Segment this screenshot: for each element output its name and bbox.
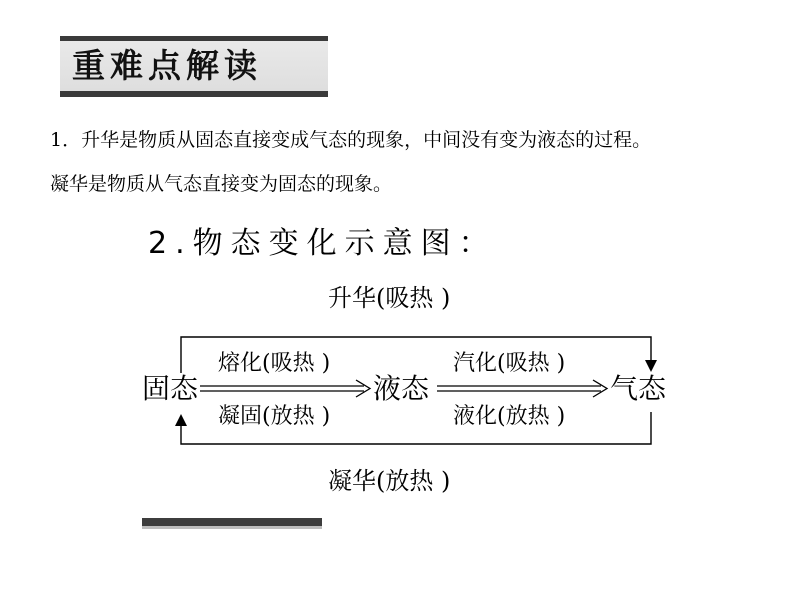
label-freezing: 凝固(放热 ) <box>218 404 331 429</box>
label-melting: 熔化(吸热 ) <box>218 351 331 376</box>
diagram-title: 2.物态变化示意图： <box>148 226 497 261</box>
paragraph-line-2: 凝华是物质从气态直接变为固态的现象。 <box>50 173 393 195</box>
deposition-arrowhead <box>175 414 187 426</box>
sublimation-arrowhead <box>645 360 657 372</box>
label-condensation: 液化(放热 ) <box>453 404 566 429</box>
state-solid: 固态 <box>142 372 199 405</box>
state-gas: 气态 <box>610 372 667 405</box>
section-title: 重难点解读 <box>72 46 262 85</box>
state-liquid: 液态 <box>373 372 430 405</box>
bottom-divider-shadow <box>142 526 322 529</box>
label-sublimation: 升华(吸热 ) <box>328 284 451 312</box>
melting-arrowhead <box>356 380 370 397</box>
label-vaporization: 汽化(吸热 ) <box>453 351 566 376</box>
paragraph-line-1: 1．升华是物质从固态直接变成气态的现象，中间没有变为液态的过程。 <box>50 129 652 151</box>
label-deposition: 凝华(放热 ) <box>328 467 451 495</box>
vaporization-arrowhead <box>593 380 607 397</box>
bottom-divider <box>142 518 322 526</box>
